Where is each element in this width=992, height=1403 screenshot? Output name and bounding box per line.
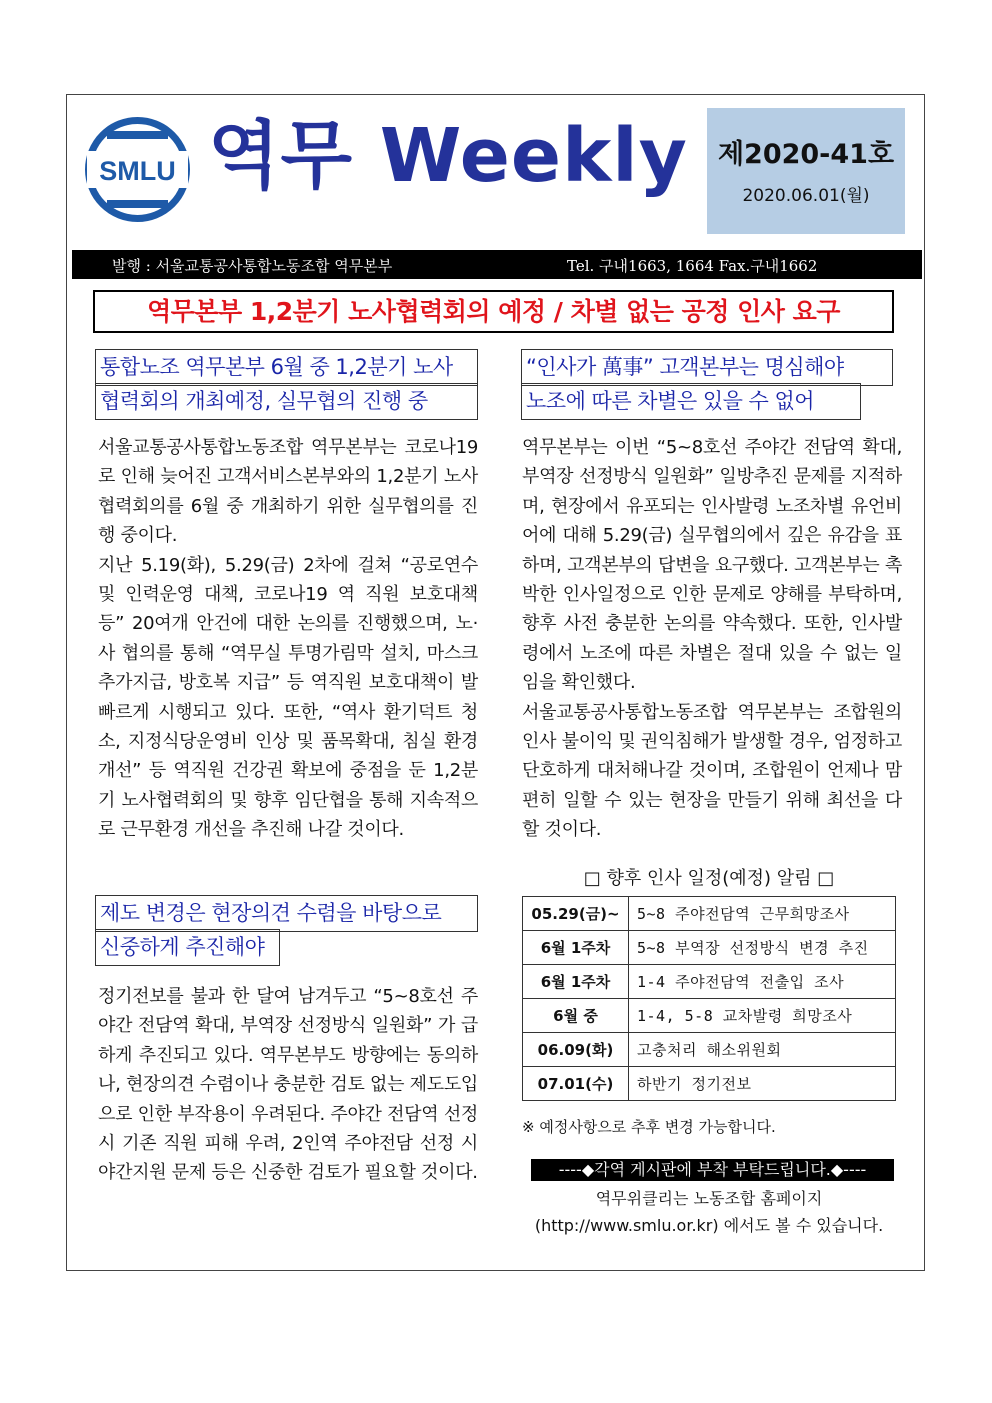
schedule-task: 5~8 주야전담역 근무희망조사 [629, 897, 896, 931]
schedule-task: 1-4, 5-8 교차발령 희망조사 [629, 999, 896, 1033]
table-row [523, 1033, 896, 1067]
schedule-title: □ 향후 인사 일정(예정) 알림 □ [583, 868, 835, 889]
table-row [523, 965, 896, 999]
table-row [523, 931, 896, 965]
left-subhead-2-line2: 신중하게 추진해야 [95, 929, 280, 966]
issue-date: 2020.06.01(월) [742, 186, 870, 206]
schedule-date: 6월 1주차 [523, 965, 629, 999]
schedule-table [522, 896, 896, 1101]
main-headline: 역무본부 1,2분기 노사협력회의 예정 / 차별 없는 공정 인사 요구 [93, 290, 894, 333]
table-row [523, 897, 896, 931]
paragraph: 지난 5.19(화), 5.29(금) 2차에 걸쳐 “공로연수 및 인력운영 대책, 코로나19 역 직원 보호대책 등” 20여개 안건에 대한 논의를 진행했으며, 노·사 협의를 통해 “역무실 투명가림막 설치, 마스크 추가지급, 방호복 지급” 등 역직원 보호대책이 발 빠르게 시행되고 있다. 또한, “역사 환기덕트 청소, 지정식당운영비 인상 및 품목확대, 침실 환경 개선” 등 역직원 건강권 확보에 중점을 둔 1,2분기 노사협력회의 및 향후 임단협을 통해 지속적으로 근무환경 개선을 추진해 나갈 것이다. [98, 554, 478, 841]
issue-box [707, 108, 905, 234]
right-article [522, 433, 902, 845]
schedule-date: 06.09(화) [523, 1033, 629, 1067]
right-subhead-line2: 노조에 따른 차별은 있을 수 없어 [521, 383, 861, 420]
logo-text: SMLU [99, 156, 176, 186]
left-article-2 [98, 982, 478, 1188]
schedule-date: 6월 1주차 [523, 931, 629, 965]
schedule-date: 6월 중 [523, 999, 629, 1033]
left-subhead-1-line2: 협력회의 개최예정, 실무협의 진행 중 [95, 383, 478, 420]
left-subhead-2-line1: 제도 변경은 현장의견 수렴을 바탕으로 [95, 895, 478, 932]
schedule-task: 1-4 주야전담역 전출입 조사 [629, 965, 896, 999]
smlu-logo [85, 117, 190, 222]
schedule-task: 하반기 정기전보 [629, 1067, 896, 1101]
issue-number: 제2020-41호 [717, 139, 895, 170]
schedule-date: 07.01(수) [523, 1067, 629, 1101]
right-subhead-line1: “인사가 萬事” 고객본부는 명심해야 [521, 349, 893, 386]
masthead-title: 역무 Weekly [208, 113, 688, 199]
paragraph: 서울교통공사통합노동조합 역무본부는 코로나19로 인해 늦어진 고객서비스본부와의 1,2분기 노사협력회의를 6월 중 개최하기 위한 실무협의를 진행 중이다. [98, 437, 478, 547]
left-article-1 [98, 433, 478, 845]
paragraph: 서울교통공사통합노동조합 역무본부는 조합원의 인사 불이익 및 권익침해가 발생할 경우, 엄정하고 단호하게 대처해나갈 것이며, 조합원이 언제나 맘 편히 일할 수 있는 현장을 만들기 위해 최선을 다할 것이다. [522, 701, 902, 841]
contact-info: Tel. 구내1663, 1664 Fax.구내1662 [567, 257, 818, 275]
table-row [523, 1067, 896, 1101]
schedule-task: 5~8 부역장 선정방식 변경 추진 [629, 931, 896, 965]
schedule-note: ※ 예정사항으로 추후 변경 가능합니다. [522, 1118, 776, 1136]
footer-text: 역무위클리는 노동조합 홈페이지 [595, 1189, 823, 1208]
posting-notice: ----◆각역 게시판에 부착 부탁드립니다.◆---- [531, 1159, 894, 1181]
paragraph: 정기전보를 불과 한 달여 남겨두고 “5~8호선 주야간 전담역 확대, 부역장 선정방식 일원화” 가 급하게 추진되고 있다. 역무본부도 방향에는 동의하나, 현장의견 수렴이나 충분한 검토 없는 제도도입으로 인한 부작용이 우려된다. 주야간 전담역 선정 시 기존 직원 피해 우려, 2인역 주야전담 선정 시 야간지원 문제 등은 신중한 검토가 필요할 것이다. [98, 986, 478, 1184]
publisher-bar [72, 250, 922, 279]
left-subhead-1-line1: 통합노조 역무본부 6월 중 1,2분기 노사 [95, 349, 478, 386]
schedule-task: 고충처리 해소위원회 [629, 1033, 896, 1067]
schedule-date: 05.29(금)~ [523, 897, 629, 931]
table-row [523, 999, 896, 1033]
footer-url-text: (http://www.smlu.or.kr) 에서도 볼 수 있습니다. [534, 1216, 884, 1235]
paragraph: 역무본부는 이번 “5~8호선 주야간 전담역 확대, 부역장 선정방식 일원화” 일방추진 문제를 지적하며, 현장에서 유포되는 인사발령 노조차별 유언비어에 대해 5.29(금) 실무협의에서 깊은 유감을 표하며, 고객본부의 답변을 요구했다. 고객본부는 촉박한 인사일정으로 인한 문제로 양해를 부탁하며, 향후 사전 충분한 논의를 약속했다. 또한, 인사발령에서 노조에 따른 차별은 절대 있을 수 없는 일임을 확인했다. [522, 437, 902, 694]
publisher-info: 발행 : 서울교통공사통합노동조합 역무본부 [112, 257, 393, 275]
